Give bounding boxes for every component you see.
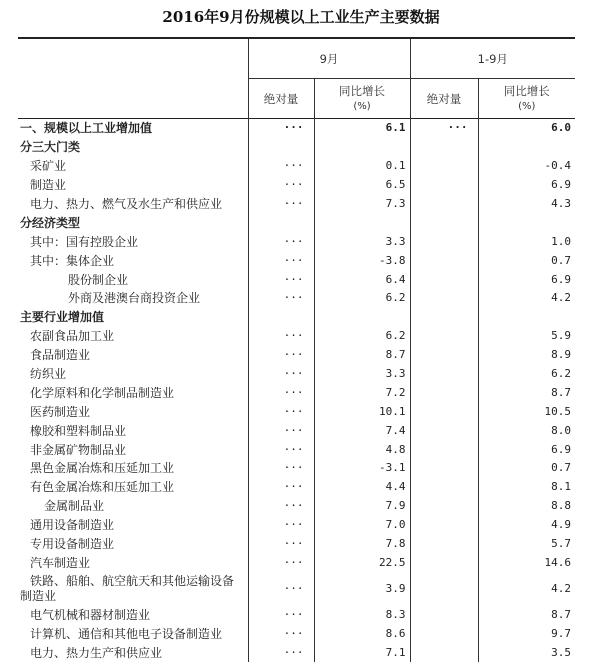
yoy-month: 6.5	[314, 176, 410, 195]
abs-ytd	[410, 535, 478, 554]
yoy-ytd: 8.1	[478, 478, 575, 497]
row-label: 电力、热力生产和供应业	[30, 645, 163, 660]
row-label: 专用设备制造业	[30, 537, 115, 552]
abs-ytd	[410, 572, 478, 605]
abs-ytd	[410, 383, 478, 402]
industrial-data-table	[18, 37, 575, 662]
row-label-line2: 制造业	[20, 588, 57, 603]
row-label: 电气机械和器材制造业	[30, 607, 151, 622]
row-label: 食品制造业	[30, 348, 91, 363]
table-row	[18, 605, 575, 624]
yoy-month: 10.1	[314, 402, 410, 421]
yoy-month: 8.7	[314, 346, 410, 365]
yoy-ytd: 0.7	[478, 459, 575, 478]
table-row	[18, 643, 575, 662]
yoy-month: 3.9	[314, 572, 410, 605]
yoy-ytd: 8.9	[478, 346, 575, 365]
yoy-month: 8.6	[314, 624, 410, 643]
header-row-periods	[18, 38, 575, 79]
abs-ytd	[410, 195, 478, 214]
yoy-month: -3.8	[314, 251, 410, 270]
row-label: 其中：国有控股企业	[30, 234, 139, 249]
abs-month: ···	[248, 497, 314, 516]
abs-ytd	[410, 421, 478, 440]
yoy-month: 7.2	[314, 383, 410, 402]
row-label: 化学原料和化学制品制造业	[30, 385, 175, 400]
yoy-ytd: 10.5	[478, 402, 575, 421]
yoy-ytd: 3.5	[478, 643, 575, 662]
section-label: 分三大门类	[20, 140, 81, 155]
yoy-ytd: 5.7	[478, 535, 575, 554]
table-row	[18, 478, 575, 497]
abs-month: ···	[248, 327, 314, 346]
abs-ytd	[410, 624, 478, 643]
yoy-month: 3.3	[314, 365, 410, 384]
row-label: 汽车制造业	[30, 555, 91, 570]
table-row-section	[18, 213, 575, 232]
abs-month: ···	[248, 157, 314, 176]
abs-month: ···	[248, 478, 314, 497]
table-row	[18, 497, 575, 516]
row-label: 一、规模以上工业增加值	[20, 121, 153, 136]
abs-month: ···	[248, 605, 314, 624]
yoy-month: 6.4	[314, 270, 410, 289]
yoy-month: 7.4	[314, 421, 410, 440]
header-abs-ytd: 绝对量	[410, 79, 478, 119]
header-yoy-month	[314, 79, 410, 119]
row-label: 金属制品业	[44, 499, 105, 514]
table-row	[18, 270, 575, 289]
yoy-ytd: 9.7	[478, 624, 575, 643]
table-row	[18, 195, 575, 214]
table-row	[18, 232, 575, 251]
table-row-total	[18, 119, 575, 138]
yoy-ytd: 8.8	[478, 497, 575, 516]
table-row-section	[18, 308, 575, 327]
yoy-ytd: 6.9	[478, 440, 575, 459]
table-row	[18, 157, 575, 176]
abs-ytd	[410, 176, 478, 195]
table-row	[18, 383, 575, 402]
header-yoy-ytd-label: 同比增长	[503, 83, 550, 98]
header-yoy-month-unit: (%)	[353, 100, 371, 112]
row-label: 黑色金属冶炼和压延加工业	[30, 461, 175, 476]
yoy-ytd: 8.7	[478, 605, 575, 624]
abs-ytd	[410, 289, 478, 308]
abs-ytd	[410, 346, 478, 365]
abs-month: ···	[248, 383, 314, 402]
abs-month: ···	[248, 251, 314, 270]
yoy-month: 7.8	[314, 535, 410, 554]
abs-ytd	[410, 440, 478, 459]
yoy-month: 6.2	[314, 289, 410, 308]
yoy-month: 22.5	[314, 553, 410, 572]
abs-month: ···	[248, 176, 314, 195]
yoy-ytd: 1.0	[478, 232, 575, 251]
abs-month: ···	[248, 270, 314, 289]
row-label: 有色金属冶炼和压延加工业	[30, 480, 175, 495]
row-label: 医药制造业	[30, 404, 91, 419]
yoy-ytd: 0.7	[478, 251, 575, 270]
abs-ytd	[410, 270, 478, 289]
abs-month: ···	[248, 402, 314, 421]
abs-month: ···	[248, 421, 314, 440]
abs-month: ···	[248, 516, 314, 535]
yoy-month: 7.3	[314, 195, 410, 214]
abs-month: ···	[248, 553, 314, 572]
table-row	[18, 251, 575, 270]
row-label: 外商及港澳台商投资企业	[68, 291, 201, 306]
table-row	[18, 402, 575, 421]
yoy-month: 6.1	[314, 119, 410, 138]
abs-ytd	[410, 553, 478, 572]
abs-month: ···	[248, 624, 314, 643]
yoy-month: 0.1	[314, 157, 410, 176]
abs-ytd	[410, 365, 478, 384]
yoy-month: 4.8	[314, 440, 410, 459]
abs-month: ···	[248, 232, 314, 251]
table-row	[18, 516, 575, 535]
table-row	[18, 572, 575, 605]
abs-ytd	[410, 605, 478, 624]
abs-ytd: ···	[410, 119, 478, 138]
abs-ytd	[410, 232, 478, 251]
table-row	[18, 346, 575, 365]
yoy-ytd: 5.9	[478, 327, 575, 346]
yoy-ytd: 6.0	[478, 119, 575, 138]
row-label: 股份制企业	[68, 272, 129, 287]
abs-month: ···	[248, 459, 314, 478]
abs-month: ···	[248, 346, 314, 365]
row-label: 纺织业	[30, 367, 67, 382]
abs-ytd	[410, 478, 478, 497]
abs-month: ···	[248, 195, 314, 214]
row-label: 非金属矿物制品业	[30, 442, 127, 457]
yoy-ytd: 8.7	[478, 383, 575, 402]
abs-month: ···	[248, 119, 314, 138]
page-title: 2016年9月份规模以上工业生产主要数据	[162, 8, 440, 26]
yoy-month: 8.3	[314, 605, 410, 624]
yoy-ytd: 4.2	[478, 572, 575, 605]
yoy-ytd: 14.6	[478, 553, 575, 572]
table-row	[18, 176, 575, 195]
abs-month: ···	[248, 643, 314, 662]
abs-ytd	[410, 516, 478, 535]
row-label: 计算机、通信和其他电子设备制造业	[30, 626, 223, 641]
row-label: 其中：集体企业	[30, 253, 115, 268]
yoy-month: 3.3	[314, 232, 410, 251]
abs-month: ···	[248, 572, 314, 605]
header-month: 9月	[248, 38, 410, 79]
row-label: 橡胶和塑料制品业	[30, 423, 127, 438]
abs-ytd	[410, 157, 478, 176]
row-label: 农副食品加工业	[30, 329, 115, 344]
section-label: 主要行业增加值	[20, 310, 105, 325]
row-label-line1: 铁路、船舶、航空航天和其他运输设备	[30, 573, 235, 588]
abs-ytd	[410, 251, 478, 270]
abs-month: ···	[248, 289, 314, 308]
header-yoy-month-label: 同比增长	[339, 83, 385, 98]
table-row-section	[18, 138, 575, 157]
row-label: 电力、热力、燃气及水生产和供应业	[30, 197, 223, 211]
abs-ytd	[410, 497, 478, 516]
yoy-month: 7.1	[314, 643, 410, 662]
yoy-ytd: -0.4	[478, 157, 575, 176]
header-yoy-ytd	[478, 79, 575, 119]
header-blank	[18, 38, 248, 119]
abs-month: ···	[248, 535, 314, 554]
table-row	[18, 553, 575, 572]
table-row	[18, 421, 575, 440]
yoy-ytd: 6.9	[478, 176, 575, 195]
header-yoy-ytd-unit: (%)	[518, 100, 536, 112]
table-row	[18, 289, 575, 308]
section-label: 分经济类型	[20, 215, 81, 230]
yoy-ytd: 4.3	[478, 195, 575, 214]
yoy-ytd: 8.0	[478, 421, 575, 440]
table-row	[18, 365, 575, 384]
yoy-month: 7.9	[314, 497, 410, 516]
yoy-ytd: 6.2	[478, 365, 575, 384]
table-row	[18, 459, 575, 478]
table-row	[18, 535, 575, 554]
yoy-month: 4.4	[314, 478, 410, 497]
header-abs-month: 绝对量	[248, 79, 314, 119]
abs-ytd	[410, 402, 478, 421]
row-label	[18, 572, 248, 605]
abs-ytd	[410, 643, 478, 662]
abs-month: ···	[248, 440, 314, 459]
yoy-ytd: 4.9	[478, 516, 575, 535]
header-ytd: 1-9月	[410, 38, 575, 79]
row-label: 采矿业	[30, 159, 67, 174]
yoy-month: -3.1	[314, 459, 410, 478]
yoy-ytd: 6.9	[478, 270, 575, 289]
yoy-ytd: 4.2	[478, 289, 575, 308]
abs-ytd	[410, 327, 478, 346]
yoy-month: 7.0	[314, 516, 410, 535]
row-label: 制造业	[30, 178, 67, 193]
table-row	[18, 440, 575, 459]
abs-ytd	[410, 459, 478, 478]
row-label: 通用设备制造业	[30, 518, 115, 533]
table-row	[18, 624, 575, 643]
yoy-month: 6.2	[314, 327, 410, 346]
table-row	[18, 327, 575, 346]
abs-month: ···	[248, 365, 314, 384]
